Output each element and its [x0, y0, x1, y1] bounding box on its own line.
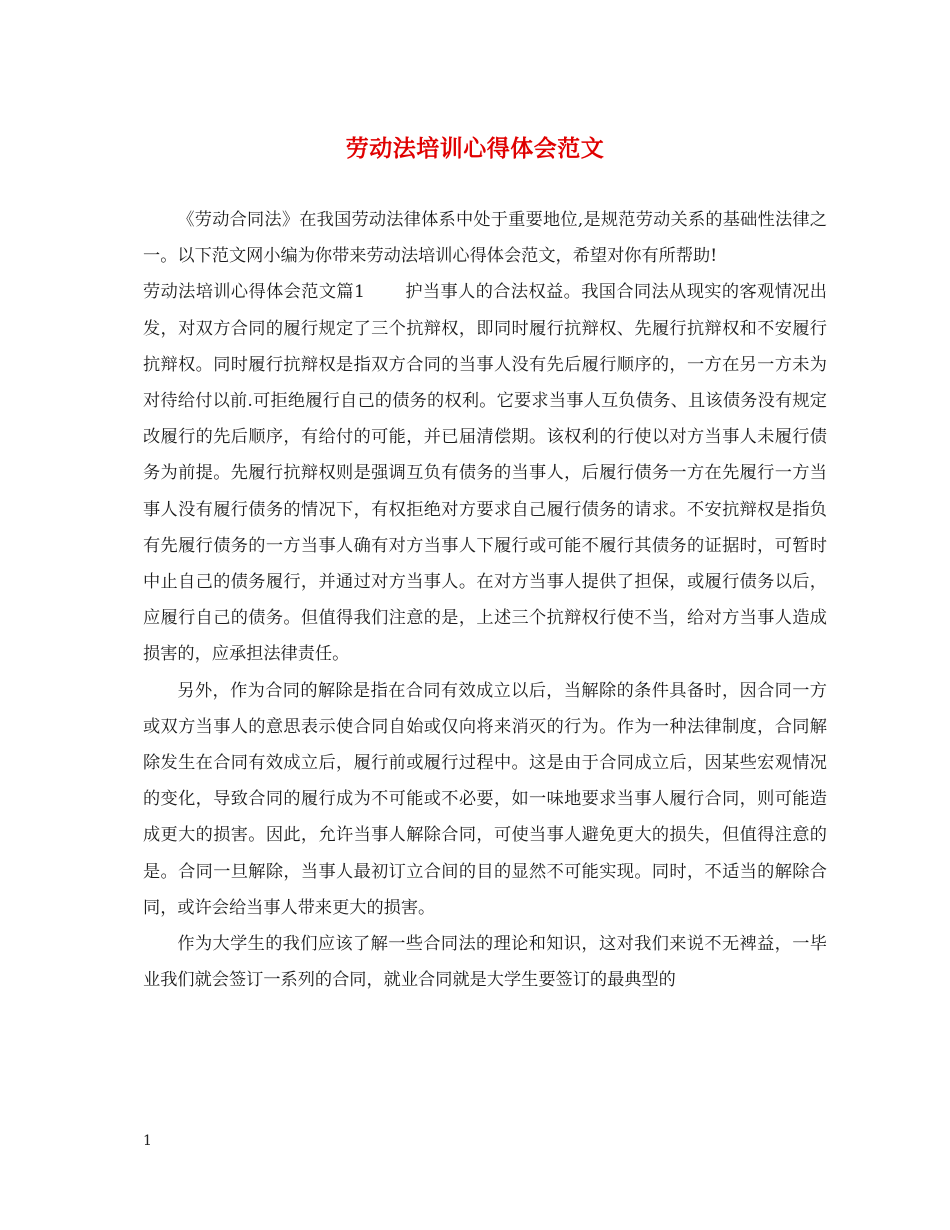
intro-paragraph: 《劳动合同法》在我国劳动法律体系中处于重要地位,是规范劳动关系的基础性法律之一。以下范文网小编为你带来劳动法培训心得体会范文，希望对你有所帮助! — [143, 210, 827, 267]
section-block — [143, 274, 827, 672]
page-number: 1 — [143, 1133, 152, 1149]
body-paragraph-3: 作为大学生的我们应该了解一些合同法的理论和知识，这对我们来说不无裨益，一毕业我们就会签订一系列的合同，就业合同就是大学生要签订的最典型的 — [143, 934, 827, 991]
document-body — [143, 202, 827, 998]
section-heading: 劳动法培训心得体会范文篇1 — [143, 282, 365, 303]
body-paragraph-2: 另外，作为合同的解除是指在合同有效成立以后，当解除的条件具备时，因合同一方或双方当事人的意思表示使合同自始或仅向将来消灭的行为。作为一种法律制度，合同解除发生在合同有效成立后，履行前或履行过程中。这是由于合同成立后，因某些宏观情况的变化，导致合同的履行成为不可能或不必要，如一味地要求当事人履行合同，则可能造成更大的损害。因此，允许当事人解除合同，可使当事人避免更大的损失，但值得注意的是。合同一旦解除，当事人最初订立合间的目的显然不可能实现。同时，不适当的解除合同，或许会给当事人带来更大的损害。 — [143, 680, 827, 918]
section-paragraph: 护当事人的合法权益。我国合同法从现实的客观情况出发，对双方合同的履行规定了三个抗辩权，即同时履行抗辩权、先履行抗辩权和不安履行抗辩权。同时履行抗辩权是指双方合同的当事人没有先后履行顺序的，一方在另一方未为对待给付以前.可拒绝履行自己的债务的权利。它要求当事人互负债务、且该债务没有规定改履行的先后顺序，有给付的可能，并已届清偿期。该权利的行使以对方当事人未履行债务为前提。先履行抗辩权则是强调互负有债务的当事人，后履行债务一方在先履行一方当事人没有履行债务的情况下，有权拒绝对方要求自己履行债务的请求。不安抗辩权是指负有先履行债务的一方当事人确有对方当事人下履行或可能不履行其债务的证据时，可暂时中止自己的债务履行，并通过对方当事人。在对方当事人提供了担保，或履行债务以后，应履行自己的债务。但值得我们注意的是，上述三个抗辩权行使不当，给对方当事人造成损害的，应承担法律责任。 — [143, 282, 827, 665]
document-title: 劳动法培训心得体会范文 — [345, 135, 605, 162]
